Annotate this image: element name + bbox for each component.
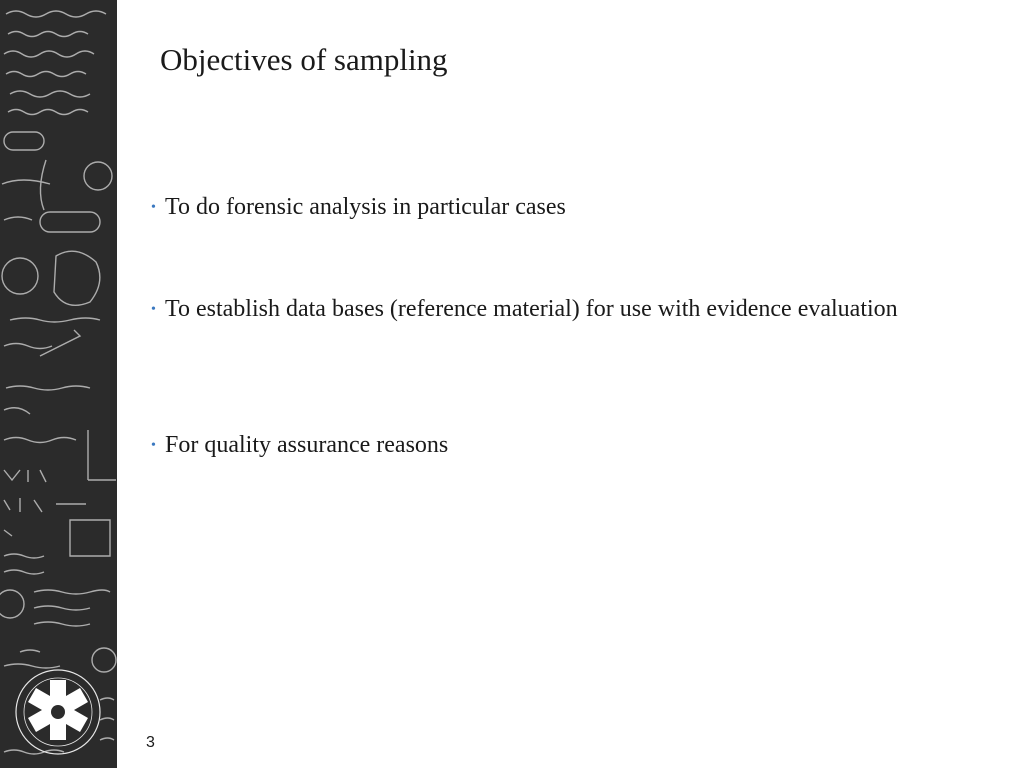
bullet-text: To establish data bases (reference material) for use with evidence evaluation: [165, 296, 898, 322]
bullet-icon: •: [151, 200, 156, 215]
sidebar-chalkboard: [0, 0, 117, 768]
slide-title: Objectives of sampling: [160, 42, 448, 77]
bullet-icon: •: [151, 302, 156, 317]
bullet-text: For quality assurance reasons: [165, 432, 449, 458]
bullet-icon: •: [151, 438, 156, 453]
bullet-item: [151, 428, 951, 463]
bullet-item: [151, 292, 951, 327]
bullet-item: [151, 190, 951, 225]
bullet-text: To do forensic analysis in particular cases: [165, 194, 566, 220]
chalkboard-doodles: [0, 0, 117, 768]
university-seal-icon: [16, 670, 100, 754]
page-number: 3: [146, 734, 155, 751]
